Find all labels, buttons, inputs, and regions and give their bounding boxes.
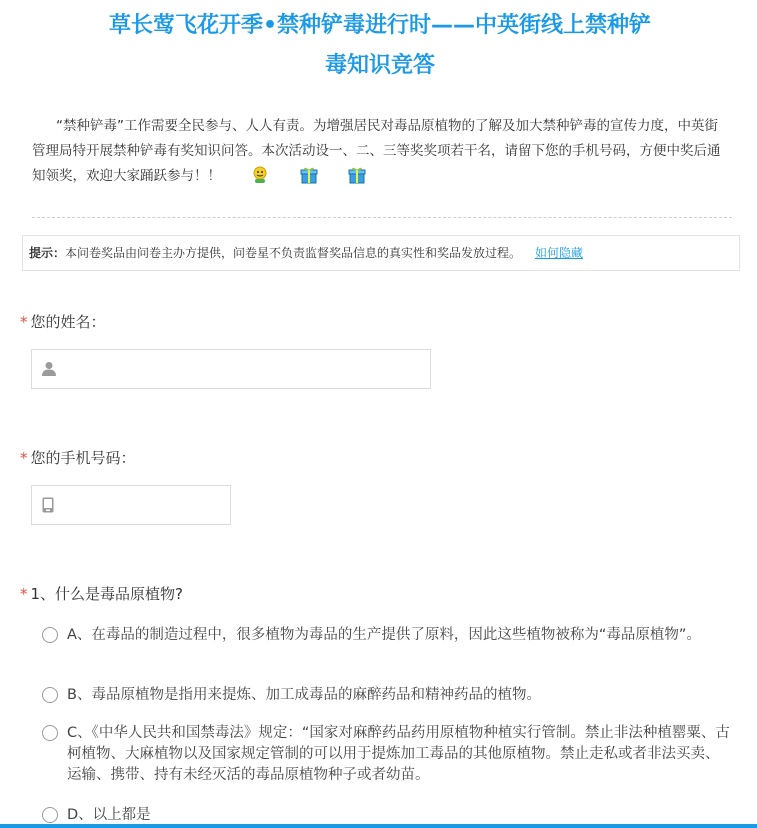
gift-icon <box>324 166 366 193</box>
option-d[interactable] <box>42 805 732 826</box>
option-a-text: A、在毒品的制造过程中，很多植物为毒品的生产提供了原料，因此这些植物被称为“毒品原植物”。 <box>67 627 701 643</box>
option-d-radio[interactable] <box>42 807 58 823</box>
question-1-text: 1、什么是毒品原植物? <box>30 585 184 603</box>
section-divider <box>32 217 732 218</box>
gift-icon <box>276 166 318 193</box>
question-phone-text: 您的手机号码： <box>30 449 136 467</box>
survey-title <box>60 6 700 86</box>
mobile-icon <box>42 497 54 517</box>
option-d-text: D、以上都是 <box>67 807 151 823</box>
option-c[interactable] <box>42 723 732 786</box>
required-mark: * <box>20 313 28 331</box>
bottom-accent-bar <box>0 824 757 828</box>
how-to-hide-link[interactable]: 如何隐藏 <box>535 246 584 260</box>
option-c-text: C、《中华人民共和国禁毒法》规定：“国家对麻醉药品药用原植物种植实行管制。禁止非法种植罂粟、古柯植物、大麻植物以及国家规定管制的可以用于提炼加工毒品的其他原植物。禁止走私或者非法买卖、运输、携带、持有未经灭活的毒品原植物种子或者幼苗。 <box>67 725 730 783</box>
required-mark: * <box>20 449 28 467</box>
option-b-radio[interactable] <box>42 687 58 703</box>
survey-intro <box>32 114 724 193</box>
prize-tip-box <box>22 235 740 271</box>
option-a[interactable] <box>42 625 732 646</box>
smiley-icon <box>227 166 269 193</box>
question-1-label <box>20 583 183 604</box>
tip-text: 本问卷奖品由问卷主办方提供，问卷星不负责监督奖品信息的真实性和奖品发放过程。 <box>65 246 522 260</box>
phone-input[interactable] <box>66 486 225 526</box>
tip-label: 提示： <box>29 246 66 260</box>
phone-field[interactable] <box>31 485 231 525</box>
option-b-text: B、毒品原植物是指用来提炼、加工成毒品的麻醉药品和精神药品的植物。 <box>67 687 541 703</box>
question-name-label <box>20 311 106 332</box>
question-name-text: 您的姓名： <box>30 313 106 331</box>
survey-title-line2: 毒知识竞答 <box>324 53 435 78</box>
name-field[interactable] <box>31 349 431 389</box>
name-input[interactable] <box>66 350 420 390</box>
option-a-radio[interactable] <box>42 627 58 643</box>
survey-intro-text: “禁种铲毒”工作需要全民参与、人人有责。为增强居民对毒品原植物的了解及加大禁种铲毒的宣传力度，中英街管理局特开展禁种铲毒有奖知识问答。本次活动设一、二、三等奖奖项若干名，请留下您的手机号码，方便中奖后通知领奖，欢迎大家踊跃参与！！ <box>32 118 721 184</box>
option-c-radio[interactable] <box>42 725 58 741</box>
question-phone-label <box>20 447 136 468</box>
user-icon <box>42 361 56 381</box>
required-mark: * <box>20 585 28 603</box>
option-b[interactable] <box>42 685 732 706</box>
survey-title-line1: 草长莺飞花开季•禁种铲毒进行时——中英街线上禁种铲 <box>108 13 652 38</box>
